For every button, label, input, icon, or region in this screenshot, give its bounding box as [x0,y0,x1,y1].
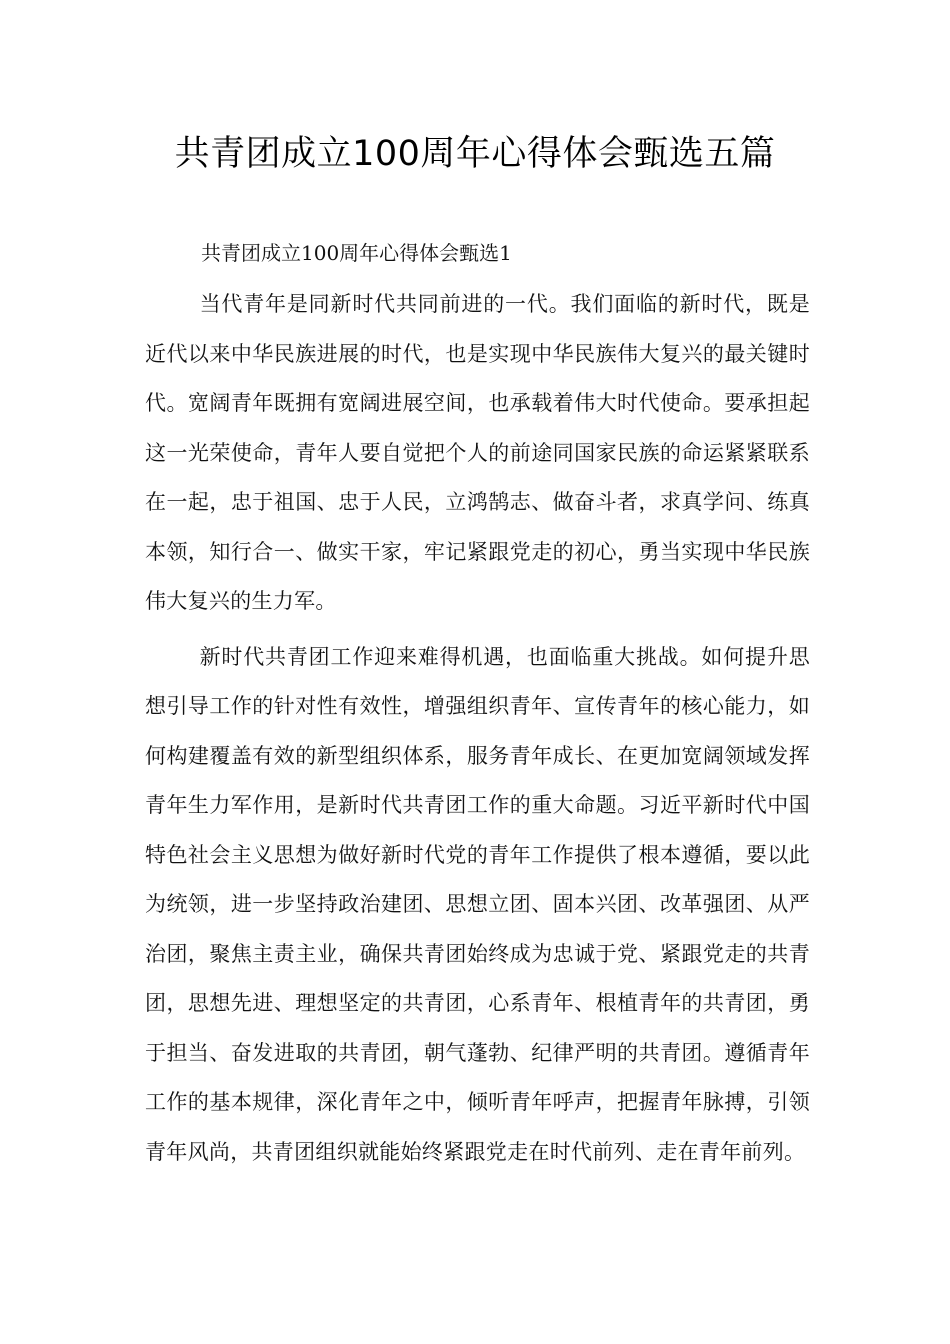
document-title: 共青团成立100周年心得体会甄选五篇 [174,134,776,174]
section-heading: 共青团成立100周年心得体会甄选1 [201,241,512,265]
document-body [145,232,810,1177]
paragraph-1: 当代青年是同新时代共同前进的一代。我们面临的新时代，既是近代以来中华民族进展的时代，也是实现中华民族伟大复兴的最关键时代。宽阔青年既拥有宽阔进展空间，也承载着伟大时代使命。要承担起这一光荣使命，青年人要自觉把个人的前途同国家民族的命运紧紧联系在一起，忠于祖国、忠于人民，立鸿鹄志、做奋斗者，求真学问、练真本领，知行合一、做实干家，牢记紧跟党走的初心，勇当实现中华民族伟大复兴的生力军。 [145,292,810,613]
paragraph-2: 新时代共青团工作迎来难得机遇，也面临重大挑战。如何提升思想引导工作的针对性有效性，增强组织青年、宣传青年的核心能力，如何构建覆盖有效的新型组织体系，服务青年成长、在更加宽阔领域发挥青年生力军作用，是新时代共青团工作的重大命题。习近平新时代中国特色社会主义思想为做好新时代党的青年工作提供了根本遵循，要以此为统领，进一步坚持政治建团、思想立团、固本兴团、改革强团、从严治团，聚焦主责主业，确保共青团始终成为忠诚于党、紧跟党走的共青团，思想先进、理想坚定的共青团，心系青年、根植青年的共青团，勇于担当、奋发进取的共青团，朝气蓬勃、纪律严明的共青团。遵循青年工作的基本规律，深化青年之中，倾听青年呼声，把握青年脉搏，引领青年风尚，共青团组织就能始终紧跟党走在时代前列、走在青年前列。 [145,644,810,1164]
